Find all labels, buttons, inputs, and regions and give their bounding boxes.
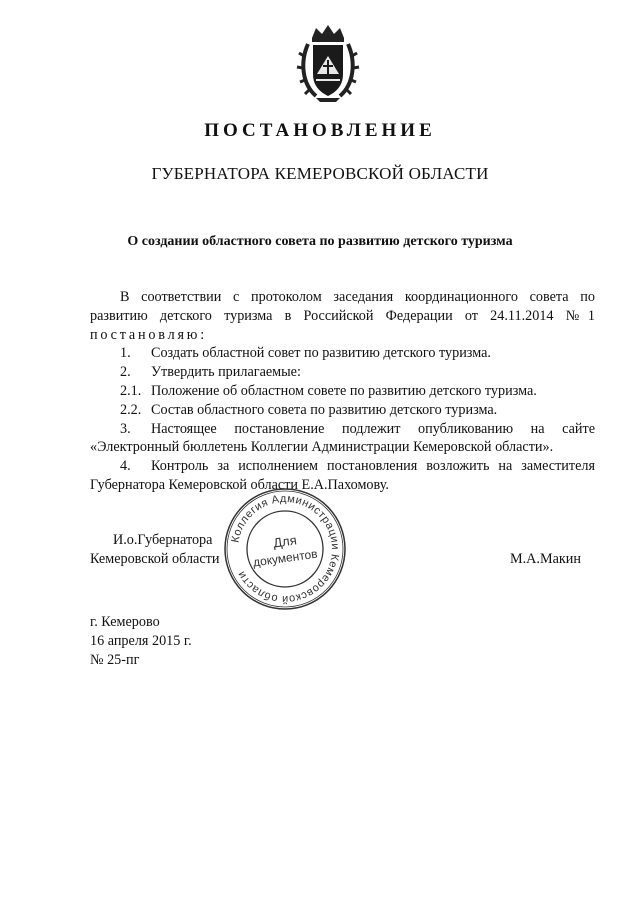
list-item — [90, 457, 595, 476]
document-city: г. Кемерово — [90, 614, 160, 630]
list-item-number: 2.1. — [120, 382, 142, 399]
stamp-center-line-1: Для — [272, 532, 298, 551]
list-item-continuation: «Электронный бюллетень Коллегии Администрации Кемеровской области». — [90, 439, 554, 456]
coat-of-arms-emblem — [296, 22, 360, 104]
list-item-text: Состав областного совета по развитию детского туризма. — [151, 401, 498, 418]
intro-line-3: постановляю: — [90, 326, 207, 343]
signatory-org: Кемеровской области — [90, 551, 220, 567]
list-item-number: 1. — [120, 345, 131, 362]
document-body — [90, 288, 595, 495]
document-heading: О создании областного совета по развитию детского туризма — [127, 234, 513, 249]
document-subtitle: ГУБЕРНАТОРА КЕМЕРОВСКОЙ ОБЛАСТИ — [151, 164, 489, 183]
list-item — [90, 382, 595, 401]
signatory-title: И.о.Губернатора — [113, 532, 213, 548]
stamp-ring-text: Коллегия Администрации Кемеровской области — [229, 492, 342, 606]
stamp-center-line-2: документов — [252, 546, 319, 570]
list-item-number: 2.2. — [120, 401, 142, 418]
document-date: 16 апреля 2015 г. — [90, 633, 192, 649]
intro-line-1: В соответствии с протоколом заседания координационного совета по — [120, 289, 595, 305]
list-item-number: 4. — [120, 458, 131, 475]
list-item — [90, 363, 595, 382]
list-item-text: Контроль за исполнением постановления возложить на заместителя — [151, 458, 595, 475]
signatory-name: М.А.Макин — [510, 551, 581, 567]
list-item-text: Настоящее постановление подлежит опубликованию на сайте — [151, 420, 595, 437]
intro-line-2: развитию детского туризма в Российской Федерации от 24.11.2014 №1 — [90, 307, 595, 324]
list-item-number: 2. — [120, 364, 131, 381]
list-item-continuation: Губернатора Кемеровской области Е.А.Пахомову. — [90, 476, 389, 493]
list-item-text: Положение об областном совете по развитию детского туризма. — [151, 382, 537, 399]
document-title: ПОСТАНОВЛЕНИЕ — [204, 120, 436, 141]
list-item — [90, 420, 595, 439]
list-item — [90, 401, 595, 420]
list-item — [90, 344, 595, 363]
list-item-number: 3. — [120, 420, 131, 437]
document-number: № 25-пг — [90, 652, 140, 668]
official-stamp — [220, 484, 350, 614]
list-item-text: Создать областной совет по развитию детского туризма. — [151, 345, 491, 362]
list-item-text: Утвердить прилагаемые: — [151, 364, 301, 381]
